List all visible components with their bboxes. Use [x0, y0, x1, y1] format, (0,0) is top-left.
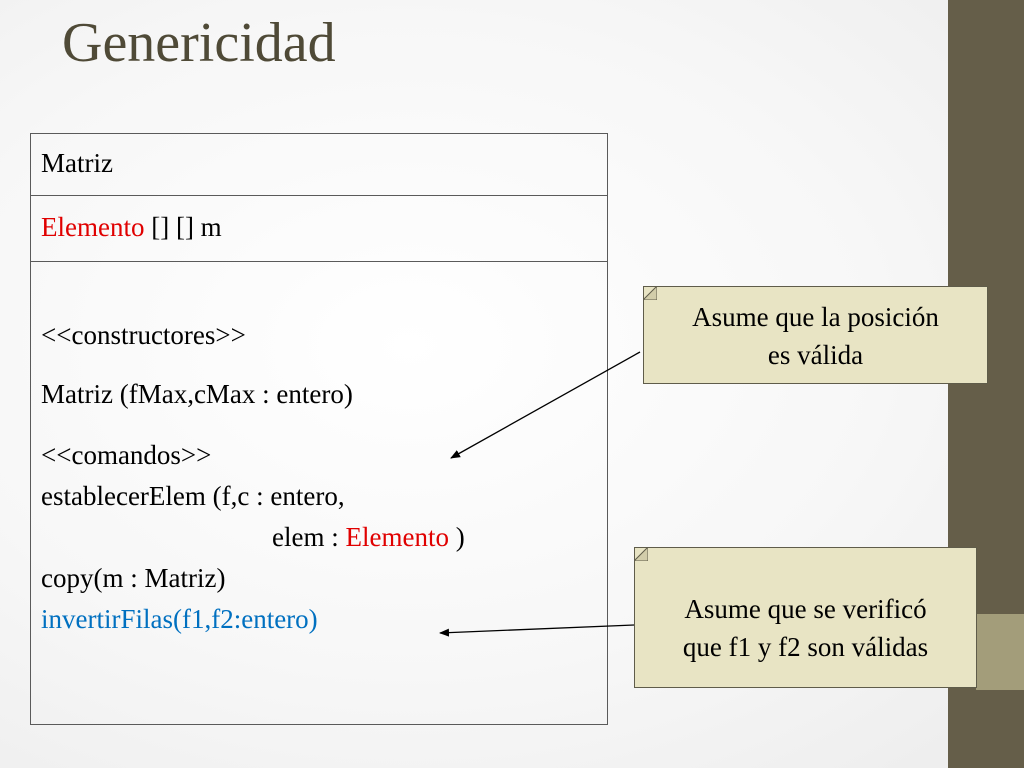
- operation-establecer-elem-line1: establecerElem (f,c : entero,: [41, 481, 345, 511]
- attribute-type: Elemento: [41, 212, 145, 242]
- operation-invertir-filas: invertirFilas(f1,f2:entero): [41, 604, 318, 634]
- note1-line1: Asume que la posición: [692, 302, 939, 332]
- param-type: Elemento: [345, 522, 449, 552]
- slide-title: Genericidad: [62, 12, 336, 74]
- note-filas-validas: [634, 547, 977, 688]
- note-posicion-valida: [643, 286, 988, 384]
- param-suffix: ): [448, 522, 465, 552]
- uml-attribute-section: [31, 196, 607, 262]
- operation-copy: copy(m : Matriz): [41, 563, 226, 593]
- note2-line2: que f1 y f2 son válidas: [682, 632, 929, 662]
- decorative-side-accent: [976, 614, 1024, 690]
- uml-class-box: [30, 133, 608, 725]
- attribute-rest: [] [] m: [144, 212, 222, 242]
- uml-class-name: Matriz: [31, 134, 607, 196]
- note-fold-icon: [634, 547, 648, 561]
- param-prefix: elem :: [272, 522, 346, 552]
- note-fold-icon: [643, 286, 657, 300]
- stereotype-constructors: <<constructores>>: [41, 320, 246, 350]
- stereotype-commands: <<comandos>>: [41, 440, 212, 470]
- note2-line1: Asume que se verificó: [684, 594, 927, 624]
- note1-line2: es válida: [767, 340, 864, 370]
- operation-constructor: Matriz (fMax,cMax : entero): [41, 379, 353, 409]
- operation-establecer-elem-line2: [272, 521, 465, 553]
- uml-operations-section: [31, 262, 607, 724]
